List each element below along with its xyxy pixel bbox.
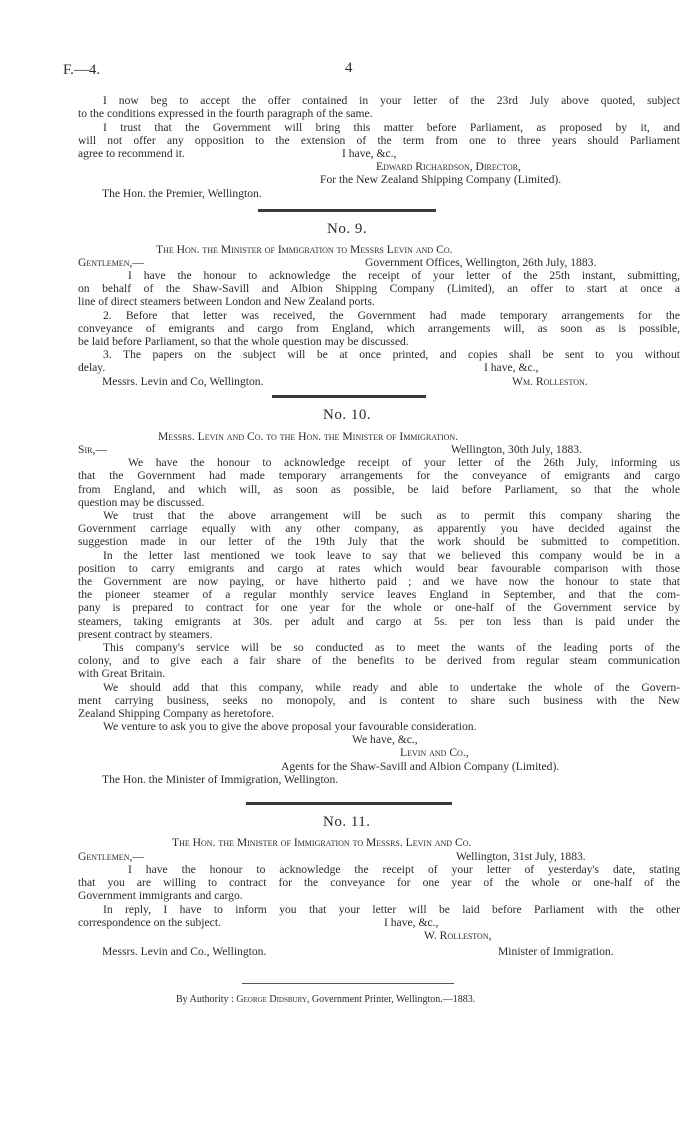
letter-11-title: The Hon. the Minister of Immigration to Messrs. Levin and Co. bbox=[172, 836, 472, 849]
document-code: F.—4. bbox=[63, 62, 101, 78]
letter-10-line: position to carry emigrants and cargo at rates which would bear favourable comparison with those bbox=[78, 562, 680, 575]
section-divider bbox=[258, 209, 436, 212]
letter-a-closing: I have, &c., bbox=[342, 147, 397, 160]
letter-10-line: that the Government had made temporary arrangements for the conveyance of emigrants and cargo bbox=[78, 469, 680, 482]
letter-11-line: that you are willing to contract for the conveyance for one year of the whole or one-half of the bbox=[78, 876, 680, 889]
letter-a-signer-org: For the New Zealand Shipping Company (Limited). bbox=[320, 173, 562, 186]
page-number: 4 bbox=[345, 60, 353, 76]
letter-11-signer-role: Minister of Immigration. bbox=[498, 945, 614, 958]
letter-10-line: with Great Britain. bbox=[78, 667, 166, 680]
letter-11-salutation: Gentlemen,— bbox=[78, 850, 144, 863]
letter-10-line: We venture to ask you to give the above proposal your favourable consideration. bbox=[103, 720, 477, 733]
letter-10-closing: We have, &c., bbox=[352, 733, 418, 746]
letter-10-line: the pioneer steamer of a regular monthly service leaves England in September, and that the com- bbox=[78, 588, 680, 601]
letter-a-addressee: The Hon. the Premier, Wellington. bbox=[102, 187, 262, 200]
letter-9-line: line of direct steamers between London and New Zealand ports. bbox=[78, 295, 375, 308]
letter-9-line: 2. Before that letter was received, the Government had made temporary arrangements for the bbox=[103, 309, 680, 322]
letter-9-signer: Wm. Rolleston. bbox=[512, 375, 588, 388]
letter-10-line: In the letter last mentioned we took leave to say that we believed this company would be in a bbox=[103, 549, 680, 562]
letter-10-signer: Levin and Co., bbox=[400, 746, 469, 759]
letter-11-closing: I have, &c., bbox=[384, 916, 439, 929]
footer-rule bbox=[242, 983, 454, 984]
letter-10-date: Wellington, 30th July, 1883. bbox=[451, 443, 582, 456]
letter-9-date: Government Offices, Wellington, 26th July, 1883. bbox=[365, 256, 597, 269]
letter-a-line: I trust that the Government will bring this matter before Parliament, as proposed by it, and bbox=[103, 121, 680, 134]
letter-10-line: We have the honour to acknowledge receipt of your letter of the 26th July, informing us bbox=[128, 456, 680, 469]
letter-10-title: Messrs. Levin and Co. to the Hon. the Minister of Immigration. bbox=[158, 430, 459, 443]
letter-number-9: No. 9. bbox=[327, 221, 368, 237]
letter-10-line: colony, and to give each a fair share of the benefits to be derived from regular steam communication bbox=[78, 654, 680, 667]
letter-10-line: pany is prepared to contract for one year for the whole or one-half of the Government service by bbox=[78, 601, 680, 614]
letter-11-line: I have the honour to acknowledge the receipt of your letter of yesterday's date, stating bbox=[128, 863, 680, 876]
letter-9-line: on behalf of the Shaw-Savill and Albion Shipping Company (Limited), an offer to start at once a bbox=[78, 282, 680, 295]
letter-10-line: question may be discussed. bbox=[78, 496, 205, 509]
letter-11-signer: W. Rolleston, bbox=[424, 929, 492, 942]
letter-9-closing: I have, &c., bbox=[484, 361, 539, 374]
imprint-prefix: By Authority : bbox=[176, 994, 234, 1005]
letter-10-line: This company's service will be so conducted as to meet the wants of the leading ports of the bbox=[103, 641, 680, 654]
letter-number-11: No. 11. bbox=[323, 814, 371, 830]
letter-10-line: ment carrying business, seeks no monopoly, and is content to share such business with the New bbox=[78, 694, 680, 707]
letter-10-line: suggestion made in our letter of the 19th July that the work should be submitted to competition. bbox=[78, 535, 680, 548]
letter-9-salutation: Gentlemen,— bbox=[78, 256, 144, 269]
letter-11-line: Government immigrants and cargo. bbox=[78, 889, 243, 902]
letter-number-10: No. 10. bbox=[323, 407, 372, 423]
letter-10-signer-role: Agents for the Shaw-Savill and Albion Company (Limited). bbox=[281, 760, 560, 773]
letter-9-addressee: Messrs. Levin and Co, Wellington. bbox=[102, 375, 264, 388]
letter-9-line: be laid before Parliament, so that the whole question may be discussed. bbox=[78, 335, 409, 348]
letter-11-line: correspondence on the subject. bbox=[78, 916, 221, 929]
imprint-printer: George Didsbury bbox=[236, 994, 307, 1005]
letter-a-signer: Edward Richardson, Director, bbox=[376, 160, 521, 173]
letter-a-line: agree to recommend it. bbox=[78, 147, 185, 160]
printer-imprint bbox=[176, 994, 475, 1005]
letter-10-line: Zealand Shipping Company as heretofore. bbox=[78, 707, 275, 720]
letter-10-salutation: Sir,— bbox=[78, 443, 107, 456]
section-divider bbox=[272, 395, 426, 398]
letter-10-line: steamers, taking emigrants at 30s. per adult and cargo at 5s. per ton less than is paid under the bbox=[78, 615, 680, 628]
letter-10-line: We trust that the above arrangement will be such as to permit this company sharing the bbox=[103, 509, 680, 522]
letter-a-line: will not offer any opposition to the extension of the term from one to three years should Parliament bbox=[78, 134, 680, 147]
letter-9-line: I have the honour to acknowledge the receipt of your letter of the 25th instant, submitting, bbox=[128, 269, 680, 282]
letter-10-line: the Government are now paying, or have hitherto paid ; and we have now the honour to state that bbox=[78, 575, 680, 588]
section-divider bbox=[246, 802, 452, 805]
letter-10-line: Government carriage equally with any other company, as apparently you have decided against the bbox=[78, 522, 680, 535]
letter-10-line: We should add that this company, while ready and able to undertake the whole of the Govern- bbox=[103, 681, 680, 694]
letter-a-line: I now beg to accept the offer contained in your letter of the 23rd July above quoted, subject bbox=[103, 94, 680, 107]
letter-9-title: The Hon. the Minister of Immigration to Messrs Levin and Co. bbox=[156, 243, 453, 256]
letter-10-line: present contract by steamers. bbox=[78, 628, 213, 641]
letter-10-addressee: The Hon. the Minister of Immigration, Wellington. bbox=[102, 773, 339, 786]
letter-9-line: conveyance of emigrants and cargo from England, which arrangements will, as soon as is possible, bbox=[78, 322, 680, 335]
letter-9-line: 3. The papers on the subject will be at once printed, and copies shall be sent to you without bbox=[103, 348, 680, 361]
letter-11-line: In reply, I have to inform you that your letter will be laid before Parliament with the other bbox=[103, 903, 680, 916]
letter-11-date: Wellington, 31st July, 1883. bbox=[456, 850, 586, 863]
imprint-suffix: , Government Printer, Wellington.—1883. bbox=[306, 994, 476, 1005]
letter-a-line: to the conditions expressed in the fourth paragraph of the same. bbox=[78, 107, 373, 120]
letter-11-addressee: Messrs. Levin and Co., Wellington. bbox=[102, 945, 267, 958]
letter-10-line: from England, and which will, as soon as possible, be laid before Parliament, so that the whole bbox=[78, 483, 680, 496]
letter-9-line: delay. bbox=[78, 361, 106, 374]
